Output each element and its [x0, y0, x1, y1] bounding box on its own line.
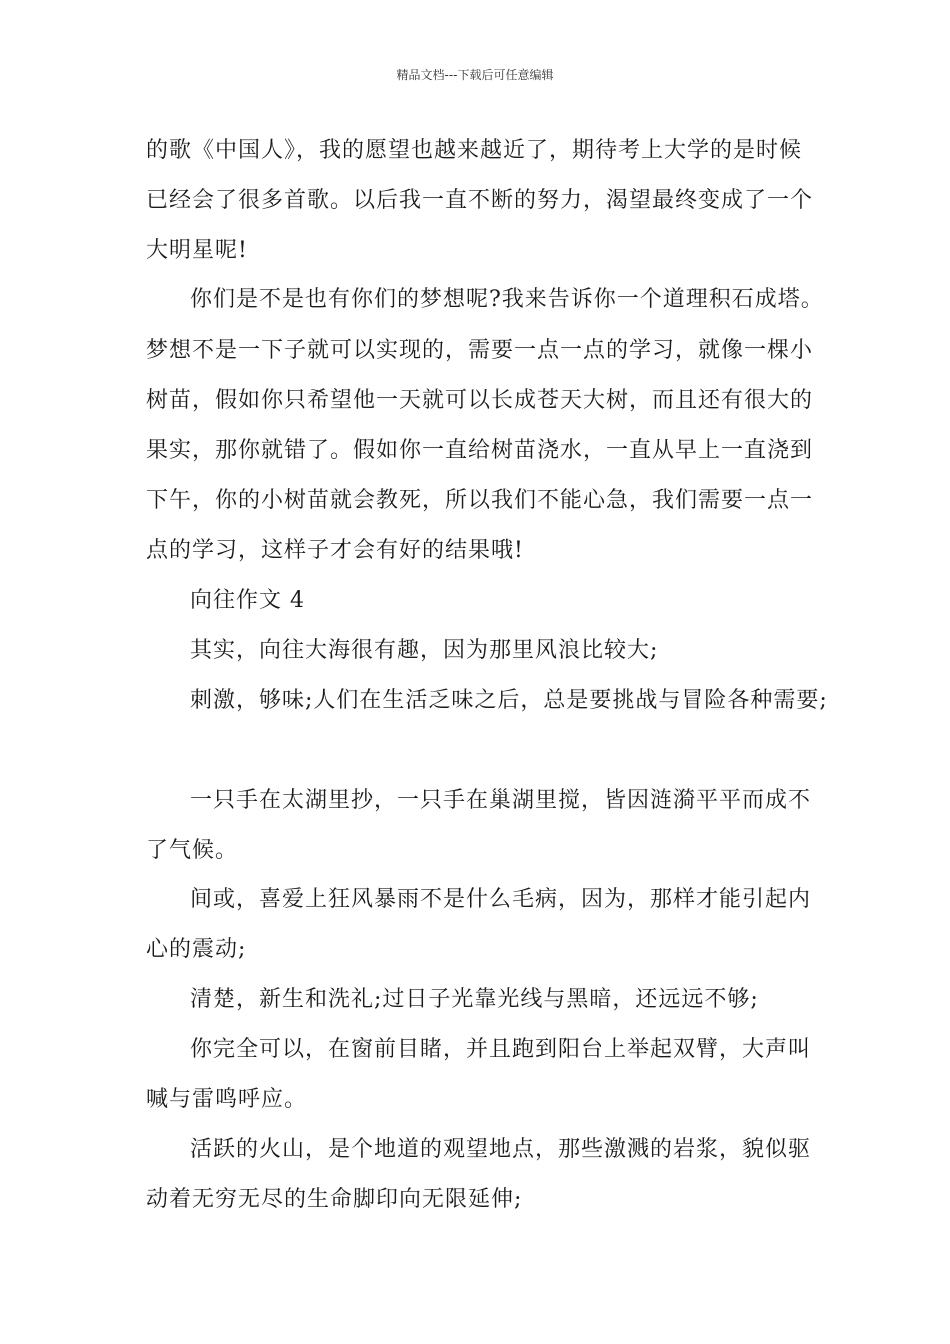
text-line: 间或，喜爱上狂风暴雨不是什么毛病，因为，那样才能引起内 [190, 887, 812, 912]
text-line: 已经会了很多首歌。以后我一直不断的努力，渴望最终变成了一个 [146, 188, 814, 213]
page-header: 精品文档---下载后可任意编辑 [396, 68, 554, 82]
text-line: 梦想不是一下子就可以实现的，需要一点一点的学习，就像一棵小 [146, 338, 814, 363]
text-line: 的歌《中国人》，我的愿望也越来越近了，期待考上大学的是时候 [146, 138, 803, 163]
text-line: 其实，向往大海很有趣，因为那里风浪比较大; [190, 638, 659, 663]
text-line: 果实，那你就错了。假如你一直给树苗浇水，一直从早上一直浇到 [146, 438, 814, 463]
text-line: 刺激，够味;人们在生活乏味之后，总是要挑战与冒险各种需要; [190, 688, 828, 713]
text-line: 一只手在太湖里抄，一只手在巢湖里搅，皆因涟漪平平而成不 [190, 788, 812, 813]
text-line: 下午，你的小树苗就会教死，所以我们不能心急，我们需要一点一 [146, 488, 814, 513]
text-line: 动着无穷无尽的生命脚印向无限延伸; [146, 1187, 523, 1212]
text-line: 喊与雷鸣呼应。 [146, 1087, 308, 1112]
text-line: 了气候。 [146, 838, 239, 863]
text-line: 树苗，假如你只希望他一天就可以长成苍天大树，而且还有很大的 [146, 388, 814, 413]
text-line: 清楚，新生和洗礼;过日子光靠光线与黑暗，还远远不够; [190, 987, 759, 1012]
text-line: 点的学习，这样子才会有好的结果哦! [146, 538, 524, 563]
text-line: 你完全可以，在窗前目睹，并且跑到阳台上举起双臂，大声叫 [190, 1037, 812, 1062]
text-line: 心的震动; [146, 937, 247, 962]
text-line: 大明星呢! [146, 238, 248, 263]
text-line: 你们是不是也有你们的梦想呢?我来告诉你一个道理积石成塔。 [190, 287, 824, 312]
section-title: 向往作文 4 [190, 588, 305, 613]
text-line: 活跃的火山，是个地道的观望地点，那些激溅的岩浆，貌似驱 [190, 1137, 812, 1162]
